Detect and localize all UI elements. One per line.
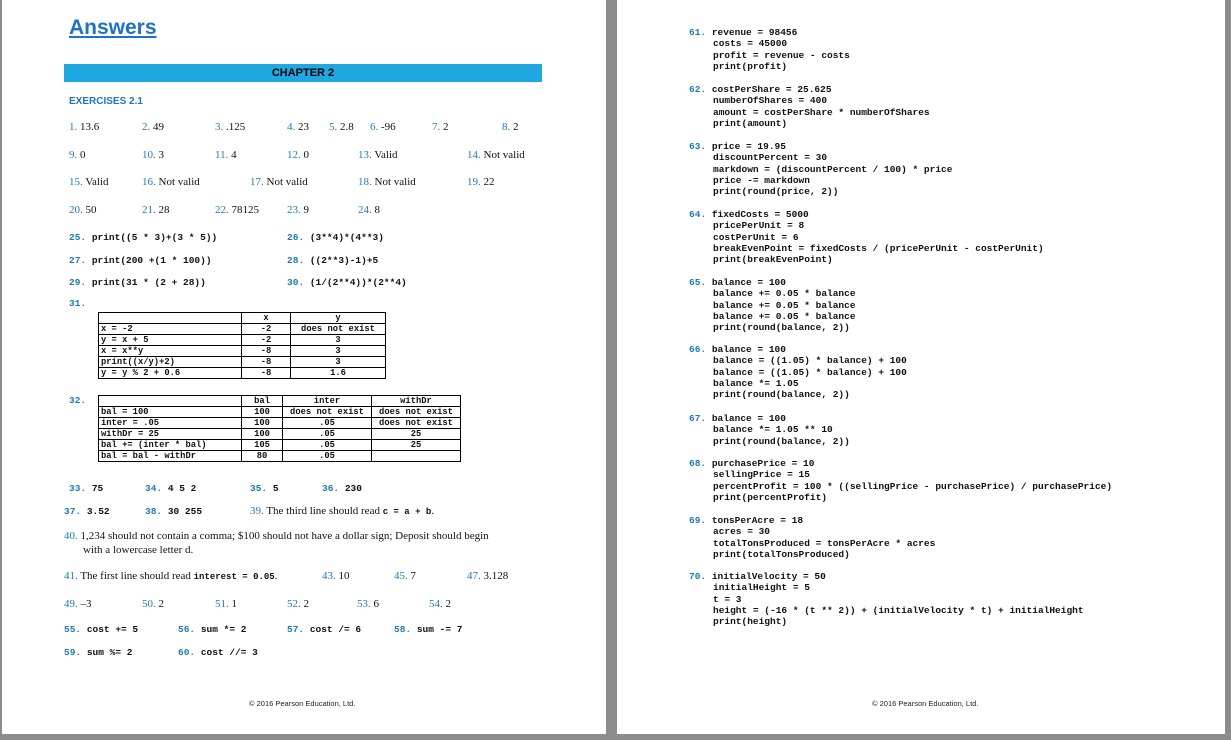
- code-line: height = (-16 * (t ** 2)) + (initialVelocity * t) + initialHeight: [713, 604, 1084, 616]
- table-cell: y: [291, 313, 386, 324]
- answer-text: 9: [303, 204, 309, 216]
- answer-number: 4.: [287, 121, 296, 133]
- code-line: print(round(balance, 2)): [713, 389, 850, 401]
- answer-item: [357, 598, 379, 610]
- answer-text: 23: [298, 121, 309, 133]
- answer-number: 14.: [467, 149, 481, 161]
- code-line: balance *= 1.05: [713, 377, 799, 389]
- code-line: print(round(price, 2)): [713, 186, 839, 198]
- table-row: [99, 313, 386, 324]
- answer-number: 54.: [429, 598, 443, 610]
- code-line-first: [689, 27, 850, 38]
- answer-item: [287, 624, 361, 635]
- answer-number: 61.: [689, 27, 707, 38]
- code-line: price = 19.95: [711, 141, 786, 152]
- code-line: discountPercent = 30: [713, 152, 828, 164]
- section-heading: EXERCISES 2.1: [69, 96, 143, 107]
- answer-item: [250, 483, 279, 494]
- answer-item: [69, 277, 206, 288]
- answer-number: 3.: [215, 121, 224, 133]
- answer-text: (1/(2**4))*(2**4): [309, 277, 407, 288]
- answer-item: [145, 483, 196, 494]
- answer-number: 30.: [287, 277, 305, 288]
- answer-number: 67.: [689, 413, 707, 424]
- table-cell: bal += (inter * bal): [99, 440, 242, 451]
- answer-item: [215, 204, 259, 216]
- answer-number: 6.: [370, 121, 379, 133]
- answer-number: 70.: [689, 571, 707, 582]
- code-line-first: [689, 344, 907, 355]
- answer-item: [215, 598, 237, 610]
- code-line: costPerShare = 25.625: [711, 84, 832, 95]
- answer-text: Not valid: [158, 176, 200, 188]
- table-cell: [99, 313, 242, 324]
- answer-number: 43.: [322, 570, 336, 582]
- code-line: print(percentProfit): [713, 491, 828, 503]
- code-line: print(profit): [713, 60, 788, 72]
- table-cell: [99, 396, 242, 407]
- answer-text: 10: [338, 570, 350, 582]
- code-line: tonsPerAcre = 18: [711, 515, 804, 526]
- answer-number: 51.: [215, 598, 229, 610]
- answer-text: 8: [374, 204, 380, 216]
- answer-number: 29.: [69, 277, 87, 288]
- answer-text: 5: [272, 483, 279, 494]
- table-cell: x = x**y: [99, 346, 242, 357]
- code-line-first: [689, 413, 850, 424]
- answer-item: [467, 176, 495, 188]
- code-line: balance = 100: [711, 413, 786, 424]
- answer-item: [502, 121, 519, 133]
- answer-number: 24.: [358, 204, 372, 216]
- table-cell: .05: [283, 429, 372, 440]
- table-cell: 1.6: [291, 368, 386, 379]
- code-line: print(breakEvenPoint): [713, 254, 833, 266]
- table-row: [99, 418, 461, 429]
- answer-text: print(200 +(1 * 100)): [91, 255, 212, 266]
- answer-item: [394, 624, 462, 635]
- answer-text: 230: [344, 483, 362, 494]
- code-line: balance += 0.05 * balance: [713, 288, 856, 300]
- table-cell: 25: [372, 440, 461, 451]
- answer-item: [250, 176, 308, 188]
- answer-number: 9.: [69, 149, 78, 161]
- code-answer: [689, 27, 850, 72]
- answer-item: [358, 149, 398, 161]
- answer-item: [142, 204, 170, 216]
- table-cell: x = -2: [99, 324, 242, 335]
- table-row: [99, 346, 386, 357]
- answer-item: [322, 483, 362, 494]
- answer-number: 27.: [69, 255, 87, 266]
- answer-text: 7: [410, 570, 416, 582]
- answer-text: 2: [445, 598, 451, 610]
- answer-number: 53.: [357, 598, 371, 610]
- answer-number: 13.: [358, 149, 372, 161]
- answer-37: 37. 3.52: [64, 506, 110, 517]
- code-line: purchasePrice = 10: [711, 458, 815, 469]
- table-row: [99, 451, 461, 462]
- code-line-first: [689, 209, 1044, 220]
- answer-text: Not valid: [483, 149, 525, 161]
- answer-40-line2: with a lowercase letter d.: [83, 544, 194, 556]
- code-line: percentProfit = 100 * ((sellingPrice - purchasePrice) / purchasePrice): [713, 480, 1113, 492]
- answer-38: 38. 30 255: [145, 506, 203, 517]
- answer-item: [142, 149, 164, 161]
- answer-item: [64, 624, 138, 635]
- code-line: initialHeight = 5: [713, 582, 810, 594]
- table-row: [99, 440, 461, 451]
- table-cell: 105: [242, 440, 283, 451]
- answer-number: 33.: [69, 483, 87, 494]
- code-line: costPerUnit = 6: [713, 231, 799, 243]
- answer-number: 7.: [432, 121, 441, 133]
- table-cell: 25: [372, 429, 461, 440]
- table-cell: y = x + 5: [99, 335, 242, 346]
- code-line: fixedCosts = 5000: [711, 209, 809, 220]
- answer-number: 25.: [69, 232, 87, 243]
- answer-text: .125: [226, 121, 246, 133]
- table-cell: print((x/y)+2): [99, 357, 242, 368]
- answer-item: [322, 570, 350, 582]
- answer-item: [215, 121, 245, 133]
- answer-number: 5.: [329, 121, 338, 133]
- answer-text: 0: [303, 149, 309, 161]
- table-cell: [372, 451, 461, 462]
- code-line: profit = revenue - costs: [713, 49, 850, 61]
- trace-table-31: [98, 312, 386, 379]
- table-row: [99, 396, 461, 407]
- answer-text: sum *= 2: [200, 624, 247, 635]
- answer-text: 22: [483, 176, 495, 188]
- code-line: costs = 45000: [713, 38, 788, 50]
- answer-number: 28.: [287, 255, 305, 266]
- answer-text: sum %= 2: [86, 647, 133, 658]
- answer-number: 65.: [689, 277, 707, 288]
- answer-number: 10.: [142, 149, 156, 161]
- code-line: numberOfShares = 400: [713, 95, 828, 107]
- table-cell: 100: [242, 418, 283, 429]
- answer-number: 60.: [178, 647, 196, 658]
- table-cell: bal = 100: [99, 407, 242, 418]
- answer-number: 26.: [287, 232, 305, 243]
- answer-text: –3: [80, 598, 92, 610]
- table-cell: 3: [291, 335, 386, 346]
- code-line: revenue = 98456: [711, 27, 798, 38]
- code-answer: [689, 277, 856, 333]
- table-cell: inter: [283, 396, 372, 407]
- trace-table-32: [98, 395, 461, 462]
- answer-item: [69, 204, 97, 216]
- chapter-banner: CHAPTER 2: [64, 64, 542, 82]
- code-line-first: [689, 458, 1112, 469]
- answer-text: Not valid: [266, 176, 308, 188]
- answer-number: 2.: [142, 121, 151, 133]
- code-answer: [689, 515, 935, 560]
- answer-number: 68.: [689, 458, 707, 469]
- answer-number: 11.: [215, 149, 229, 161]
- answer-number: 62.: [689, 84, 707, 95]
- answer-item: [467, 570, 508, 582]
- answer-item: [142, 598, 164, 610]
- answer-text: 3: [158, 149, 164, 161]
- answer-item: [287, 121, 309, 133]
- table-cell: 100: [242, 407, 283, 418]
- answer-item: [142, 176, 200, 188]
- table-cell: does not exist: [372, 418, 461, 429]
- table-cell: withDr: [372, 396, 461, 407]
- code-answer: [689, 141, 952, 197]
- table-cell: -2: [242, 324, 291, 335]
- answer-number: 64.: [689, 209, 707, 220]
- answer-number: 63.: [689, 141, 707, 152]
- answer-item: [467, 149, 525, 161]
- table-cell: -2: [242, 335, 291, 346]
- answer-number: 56.: [178, 624, 196, 635]
- answer-item: [432, 121, 449, 133]
- answer-39: 39. The third line should read c = a + b.: [250, 505, 435, 517]
- answer-text: (3**4)*(4**3): [309, 232, 384, 243]
- code-line: t = 3: [713, 593, 742, 605]
- table-cell: 100: [242, 429, 283, 440]
- answer-item: [69, 149, 86, 161]
- answer-number: 57.: [287, 624, 305, 635]
- answer-41: 41. The first line should read interest = 0.05.: [64, 570, 278, 582]
- answer-text: 3.128: [483, 570, 509, 582]
- code-line-first: [689, 515, 935, 526]
- table-cell: does not exist: [291, 324, 386, 335]
- answer-number: 52.: [287, 598, 301, 610]
- answer-text: 6: [373, 598, 379, 610]
- answer-item: [69, 232, 217, 243]
- answer-number: 35.: [250, 483, 268, 494]
- answer-number: 36.: [322, 483, 340, 494]
- code-answer: [689, 84, 930, 129]
- table-cell: 80: [242, 451, 283, 462]
- code-line: balance = ((1.05) * balance) + 100: [713, 355, 907, 367]
- answer-item: [358, 176, 416, 188]
- code-line: balance += 0.05 * balance: [713, 299, 856, 311]
- code-line: print(amount): [713, 117, 788, 129]
- answer-text: 78125: [231, 204, 259, 216]
- answer-text: 13.6: [80, 121, 100, 133]
- answer-number: 23.: [287, 204, 301, 216]
- table-row: [99, 429, 461, 440]
- answer-item: [329, 121, 354, 133]
- code-line: balance = ((1.05) * balance) + 100: [713, 366, 907, 378]
- code-line: balance += 0.05 * balance: [713, 310, 856, 322]
- code-line: markdown = (discountPercent / 100) * price: [713, 163, 953, 175]
- answer-number: 21.: [142, 204, 156, 216]
- answer-number: 69.: [689, 515, 707, 526]
- table-cell: inter = .05: [99, 418, 242, 429]
- table-cell: .05: [283, 440, 372, 451]
- answer-number: 66.: [689, 344, 707, 355]
- code-line: print(height): [713, 616, 788, 628]
- code-line: balance *= 1.05 ** 10: [713, 424, 833, 436]
- answer-text: 2: [303, 598, 309, 610]
- code-line: amount = costPerShare * numberOfShares: [713, 106, 930, 118]
- answer-40-line1: 40. 1,234 should not contain a comma; $100 should not have a dollar sign; Deposit should begin: [64, 530, 489, 542]
- table-cell: withDr = 25: [99, 429, 242, 440]
- code-line: price -= markdown: [713, 174, 810, 186]
- answer-text: Valid: [85, 176, 109, 188]
- answer-number: 18.: [358, 176, 372, 188]
- code-answer: [689, 458, 1112, 503]
- answer-text: 4: [231, 149, 237, 161]
- question-32-number: 32.: [69, 395, 87, 406]
- answer-text: Valid: [374, 149, 398, 161]
- answer-text: cost //= 3: [200, 647, 258, 658]
- answer-number: 16.: [142, 176, 156, 188]
- answer-item: [64, 647, 132, 658]
- answer-text: print(31 * (2 + 28)): [91, 277, 206, 288]
- answer-text: 75: [91, 483, 104, 494]
- table-row: [99, 407, 461, 418]
- answer-item: [69, 255, 212, 266]
- answer-text: 2: [158, 598, 164, 610]
- table-cell: 3: [291, 346, 386, 357]
- answer-text: 4 5 2: [167, 483, 197, 494]
- answer-item: [178, 624, 246, 635]
- table-cell: -8: [242, 368, 291, 379]
- code-line: print(totalTonsProduced): [713, 548, 850, 560]
- table-cell: -8: [242, 357, 291, 368]
- table-cell: y = y % 2 + 0.6: [99, 368, 242, 379]
- question-31-number: 31.: [69, 298, 87, 309]
- table-row: [99, 368, 386, 379]
- answer-text: 2: [513, 121, 519, 133]
- answer-text: 1: [231, 598, 237, 610]
- code-line: initialVelocity = 50: [711, 571, 826, 582]
- answer-item: [287, 598, 309, 610]
- answer-text: sum -= 7: [416, 624, 463, 635]
- answer-text: 28: [158, 204, 170, 216]
- answer-text: cost += 5: [86, 624, 139, 635]
- answer-item: [69, 176, 109, 188]
- answer-text: -96: [381, 121, 396, 133]
- answer-number: 59.: [64, 647, 82, 658]
- answer-item: [358, 204, 380, 216]
- code-line-first: [689, 277, 856, 288]
- answer-text: ((2**3)-1)+5: [309, 255, 379, 266]
- code-line-first: [689, 141, 952, 152]
- answer-text: 2.8: [340, 121, 354, 133]
- code-answer: [689, 413, 850, 447]
- footer-copyright: © 2016 Pearson Education, Ltd.: [872, 699, 979, 708]
- code-line: breakEvenPoint = fixedCosts / (pricePerUnit - costPerUnit): [713, 242, 1044, 254]
- answer-text: 0: [80, 149, 86, 161]
- table-cell: bal = bal - withDr: [99, 451, 242, 462]
- answer-item: [215, 149, 237, 161]
- answer-number: 8.: [502, 121, 511, 133]
- answer-item: [370, 121, 396, 133]
- answer-item: [287, 149, 309, 161]
- table-cell: bal: [242, 396, 283, 407]
- table-row: [99, 357, 386, 368]
- footer-copyright: © 2016 Pearson Education, Ltd.: [249, 699, 356, 708]
- answer-text: cost /= 6: [309, 624, 362, 635]
- code-line: totalTonsProduced = tonsPerAcre * acres: [713, 537, 936, 549]
- page-title: Answers: [69, 16, 157, 39]
- answer-number: 49.: [64, 598, 78, 610]
- answer-item: [142, 121, 164, 133]
- answer-text: print((5 * 3)+(3 * 5)): [91, 232, 218, 243]
- answer-number: 50.: [142, 598, 156, 610]
- answer-item: [69, 483, 103, 494]
- code-answer: [689, 571, 1084, 627]
- answer-number: 1.: [69, 121, 78, 133]
- answer-item: [64, 598, 92, 610]
- table-cell: does not exist: [283, 407, 372, 418]
- code-answer: [689, 209, 1044, 265]
- answer-number: 58.: [394, 624, 412, 635]
- code-line-first: [689, 571, 1084, 582]
- answer-number: 45.: [394, 570, 408, 582]
- answer-number: 20.: [69, 204, 83, 216]
- table-row: [99, 324, 386, 335]
- answer-number: 12.: [287, 149, 301, 161]
- answer-item: [287, 232, 384, 243]
- answer-text: Not valid: [374, 176, 416, 188]
- table-cell: 3: [291, 357, 386, 368]
- answer-text: 2: [443, 121, 449, 133]
- right-page: [617, 0, 1225, 734]
- answer-item: [429, 598, 451, 610]
- table-cell: -8: [242, 346, 291, 357]
- answer-item: [287, 204, 309, 216]
- code-line: sellingPrice = 15: [713, 469, 810, 481]
- table-cell: .05: [283, 418, 372, 429]
- answer-item: [178, 647, 258, 658]
- code-line: balance = 100: [711, 344, 786, 355]
- answer-number: 19.: [467, 176, 481, 188]
- answer-text: 50: [85, 204, 97, 216]
- answer-text: 49: [153, 121, 164, 133]
- table-cell: x: [242, 313, 291, 324]
- answer-number: 17.: [250, 176, 264, 188]
- answer-item: [287, 255, 378, 266]
- code-line: print(round(balance, 2)): [713, 322, 850, 334]
- code-line: balance = 100: [711, 277, 786, 288]
- code-answer: [689, 344, 907, 400]
- table-cell: .05: [283, 451, 372, 462]
- table-row: [99, 335, 386, 346]
- answer-number: 22.: [215, 204, 229, 216]
- code-line: print(round(balance, 2)): [713, 435, 850, 447]
- code-line: pricePerUnit = 8: [713, 220, 805, 232]
- answer-item: [287, 277, 407, 288]
- answer-number: 47.: [467, 570, 481, 582]
- answer-item: [394, 570, 416, 582]
- left-page: [2, 0, 606, 734]
- table-cell: does not exist: [372, 407, 461, 418]
- answer-number: 55.: [64, 624, 82, 635]
- answer-number: 34.: [145, 483, 163, 494]
- answer-item: [69, 121, 99, 133]
- answer-number: 15.: [69, 176, 83, 188]
- code-line: acres = 30: [713, 526, 771, 538]
- code-line-first: [689, 84, 930, 95]
